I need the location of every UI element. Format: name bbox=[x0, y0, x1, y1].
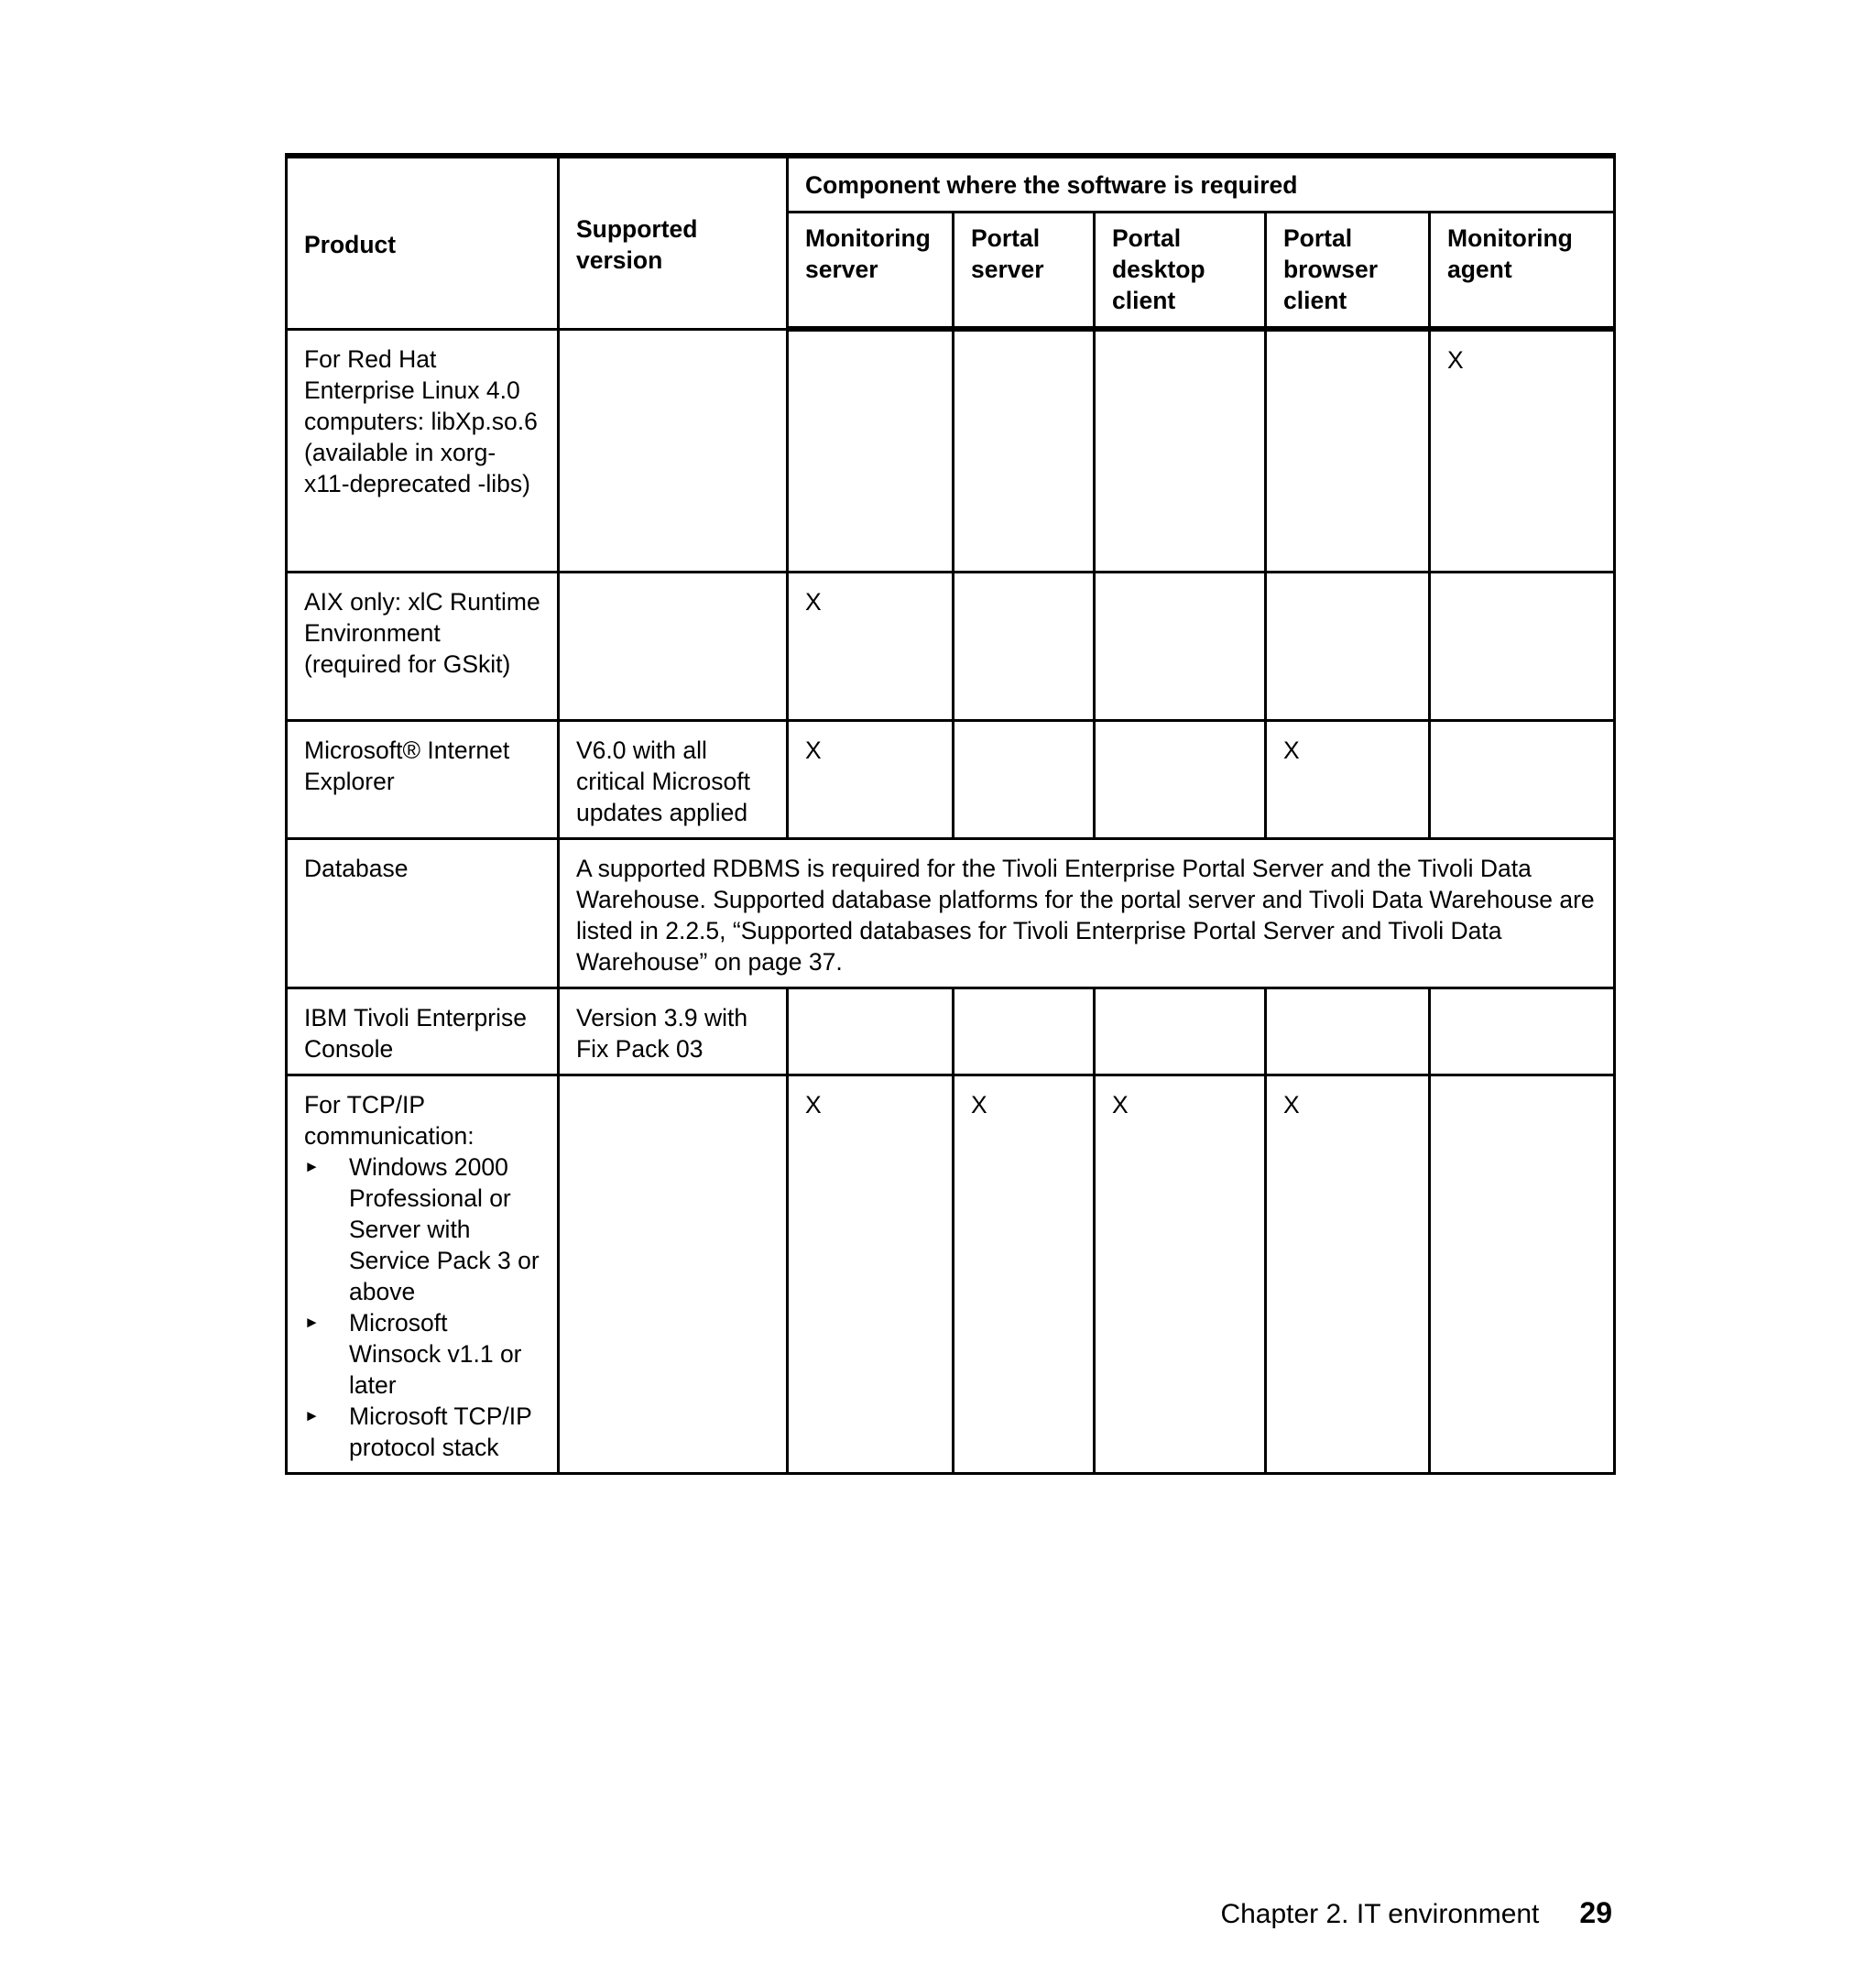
mark-cell bbox=[1266, 988, 1430, 1075]
triangle-bullet-icon: ► bbox=[304, 1157, 320, 1175]
mark-cell bbox=[1095, 572, 1266, 720]
mark-cell bbox=[788, 988, 954, 1075]
mark-cell: X bbox=[788, 572, 954, 720]
version-cell bbox=[559, 1075, 788, 1473]
mark-cell bbox=[1430, 572, 1615, 720]
list-item bbox=[304, 1401, 540, 1463]
mark-cell bbox=[788, 329, 954, 572]
mark-cell bbox=[1266, 572, 1430, 720]
mark-cell: X bbox=[1430, 329, 1615, 572]
version-cell bbox=[559, 329, 788, 572]
mark-cell: X bbox=[954, 1075, 1095, 1473]
mark-cell: X bbox=[788, 1075, 954, 1473]
product-cell: AIX only: xlC Runtime Environment (required for GSkit) bbox=[287, 572, 559, 720]
version-cell: Version 3.9 with Fix Pack 03 bbox=[559, 988, 788, 1075]
page-footer bbox=[1008, 1896, 1612, 1931]
table-row bbox=[287, 838, 1615, 988]
requirements-table bbox=[285, 153, 1616, 1475]
mark-cell: X bbox=[788, 720, 954, 838]
header-supported-version: Supported version bbox=[559, 156, 788, 329]
product-cell: Microsoft® Internet Explorer bbox=[287, 720, 559, 838]
requirement-bullet-list bbox=[304, 1151, 540, 1463]
mark-cell: X bbox=[1266, 720, 1430, 838]
table-row bbox=[287, 1075, 1615, 1473]
product-cell-title: For TCP/IP communication: bbox=[304, 1090, 474, 1150]
list-item bbox=[304, 1151, 540, 1307]
triangle-bullet-icon: ► bbox=[304, 1313, 320, 1331]
list-item-text: Windows 2000 Professional or Server with Service Pack 3 or above bbox=[349, 1152, 540, 1305]
mark-cell bbox=[1095, 329, 1266, 572]
mark-cell bbox=[1266, 329, 1430, 572]
header-product: Product bbox=[287, 156, 559, 329]
mark-cell bbox=[1430, 1075, 1615, 1473]
header-monitoring-server: Monitoring server bbox=[788, 212, 954, 329]
header-monitoring-agent: Monitoring agent bbox=[1430, 212, 1615, 329]
table-row bbox=[287, 329, 1615, 572]
database-note-cell: A supported RDBMS is required for the Tivoli Enterprise Portal Server and the Tivoli Data Warehouse. Supported database platforms for the portal server and Tivoli Data Warehouse are listed in 2.2.5, “Supported databases for Tivoli Enterprise Portal Server and Tivoli Data Warehouse” on page 37. bbox=[559, 838, 1615, 988]
mark-cell: X bbox=[1266, 1075, 1430, 1473]
version-cell: V6.0 with all critical Microsoft updates applied bbox=[559, 720, 788, 838]
product-cell: IBM Tivoli Enterprise Console bbox=[287, 988, 559, 1075]
page-number: 29 bbox=[1579, 1896, 1612, 1929]
mark-cell bbox=[954, 572, 1095, 720]
list-item-text: Microsoft Winsock v1.1 or later bbox=[349, 1308, 522, 1399]
mark-cell bbox=[1095, 988, 1266, 1075]
mark-cell bbox=[1430, 720, 1615, 838]
product-cell: Database bbox=[287, 838, 559, 988]
mark-cell bbox=[1095, 720, 1266, 838]
mark-cell: X bbox=[1095, 1075, 1266, 1473]
mark-cell bbox=[954, 988, 1095, 1075]
product-cell bbox=[287, 1075, 559, 1473]
product-cell: For Red Hat Enterprise Linux 4.0 computers: libXp.so.6 (available in xorg-x11-deprecated -libs) bbox=[287, 329, 559, 572]
header-portal-desktop-client: Portal desktop client bbox=[1095, 212, 1266, 329]
list-item bbox=[304, 1307, 540, 1401]
table-row bbox=[287, 720, 1615, 838]
chapter-title: Chapter 2. IT environment bbox=[1220, 1899, 1540, 1929]
header-portal-browser-client: Portal browser client bbox=[1266, 212, 1430, 329]
mark-cell bbox=[954, 329, 1095, 572]
table-row bbox=[287, 988, 1615, 1075]
header-component-group: Component where the software is required bbox=[788, 156, 1615, 212]
version-cell bbox=[559, 572, 788, 720]
table-row bbox=[287, 572, 1615, 720]
header-portal-server: Portal server bbox=[954, 212, 1095, 329]
triangle-bullet-icon: ► bbox=[304, 1406, 320, 1424]
mark-cell bbox=[954, 720, 1095, 838]
list-item-text: Microsoft TCP/IP protocol stack bbox=[349, 1402, 532, 1461]
mark-cell bbox=[1430, 988, 1615, 1075]
